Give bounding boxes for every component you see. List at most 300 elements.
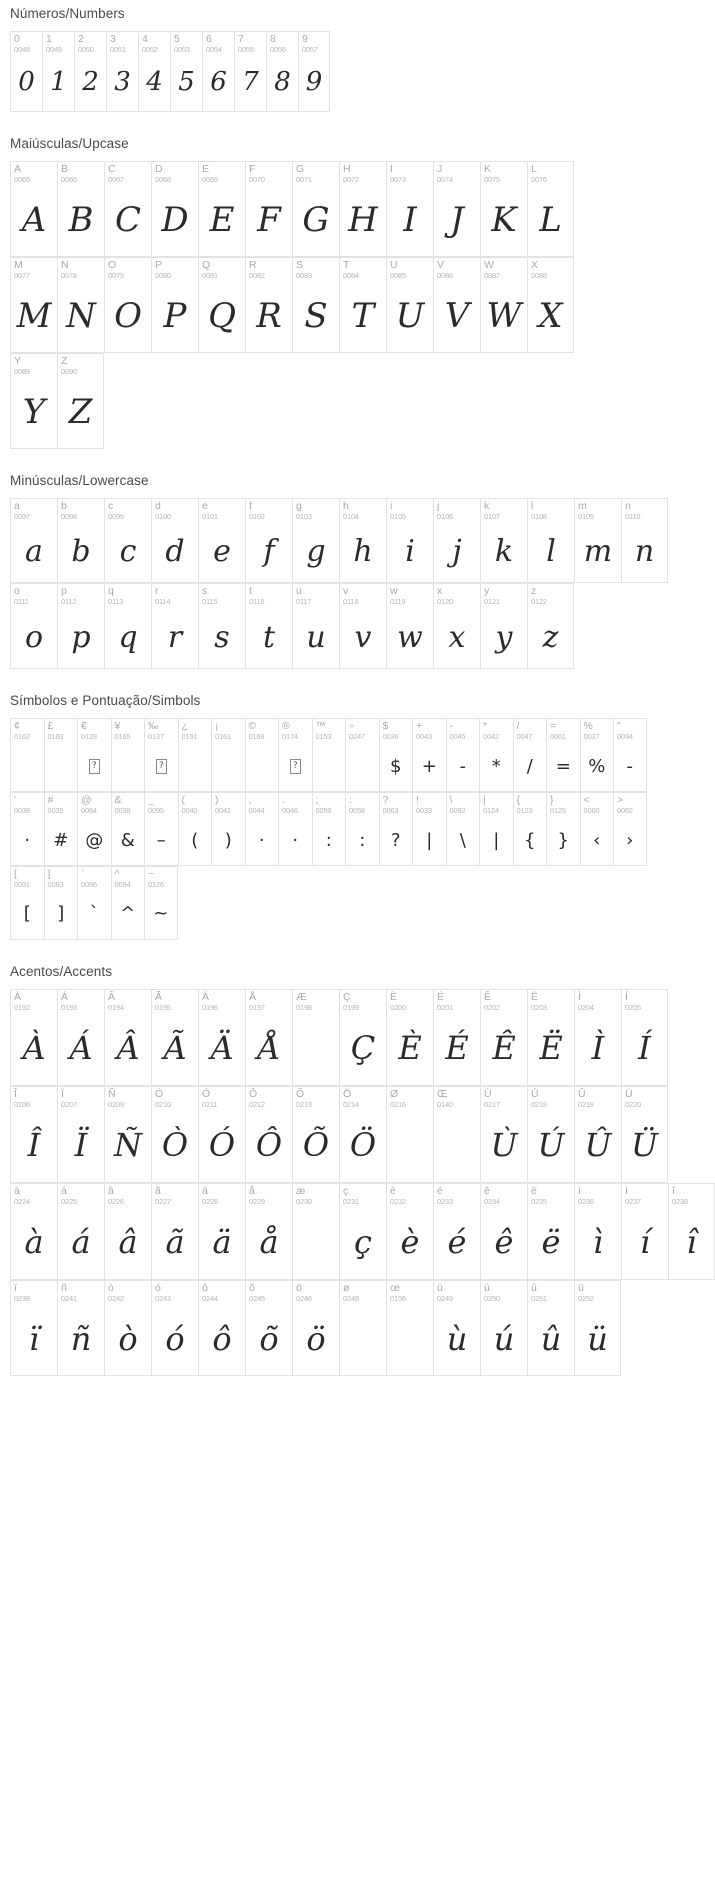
glyph-cell[interactable] <box>479 792 513 866</box>
glyph-cell[interactable] <box>104 1086 151 1183</box>
glyph-cell[interactable] <box>10 31 42 112</box>
glyph-code-label: 0196 <box>202 1002 218 1012</box>
glyph-cell[interactable] <box>57 1183 104 1280</box>
glyph-cell[interactable] <box>339 1183 386 1280</box>
glyph-char-label: = <box>550 720 557 733</box>
glyph-meta <box>413 793 446 815</box>
glyph-cell[interactable] <box>574 1183 621 1280</box>
glyph-cell[interactable] <box>144 792 178 866</box>
glyph-cell[interactable] <box>245 1086 292 1183</box>
glyph-cell[interactable] <box>339 1280 386 1377</box>
glyph-char-label: Æ <box>296 990 307 1003</box>
glyph-code-label: 0248 <box>343 1293 359 1303</box>
glyph-code-label: 0219 <box>578 1099 594 1109</box>
glyph-cell[interactable] <box>198 498 245 584</box>
glyph-cell[interactable] <box>10 718 44 792</box>
glyph-cell[interactable] <box>574 989 621 1086</box>
glyph-cell[interactable] <box>345 792 379 866</box>
glyph-meta <box>152 499 198 521</box>
glyph-row <box>10 792 647 866</box>
glyph-preview: ‹ <box>593 829 601 851</box>
glyph-cell[interactable] <box>198 1183 245 1280</box>
glyph-cell[interactable] <box>527 1183 574 1280</box>
glyph-cell[interactable] <box>202 31 234 112</box>
glyph-cell[interactable] <box>433 583 480 669</box>
glyph-cell[interactable] <box>339 257 386 353</box>
glyph-cell[interactable] <box>245 583 292 669</box>
glyph-cell[interactable] <box>104 989 151 1086</box>
glyph-code-label: 0194 <box>108 1002 124 1012</box>
glyph-cell[interactable] <box>412 718 446 792</box>
glyph-cell[interactable] <box>312 792 346 866</box>
glyph-cell[interactable] <box>312 718 346 792</box>
glyph-preview: Z <box>68 391 93 432</box>
glyph-char-label: Û <box>578 1087 586 1100</box>
glyph-cell[interactable] <box>111 792 145 866</box>
glyph-code-label: 0093 <box>47 880 64 889</box>
glyph-preview: k <box>494 533 514 569</box>
glyph-preview: 5 <box>178 67 195 98</box>
glyph-cell[interactable] <box>10 583 57 669</box>
glyph-cell[interactable] <box>278 792 312 866</box>
glyph-cell[interactable] <box>527 498 574 584</box>
glyph-char-label: ¡ <box>215 720 219 733</box>
glyph-cell[interactable] <box>10 353 57 449</box>
section-title: Números/Numbers <box>10 6 125 21</box>
glyph-code-label: 0165 <box>114 732 131 742</box>
glyph-cell[interactable] <box>104 257 151 353</box>
glyph-char-label: r <box>155 585 159 598</box>
glyph-cell[interactable] <box>104 1183 151 1280</box>
glyph-meta <box>11 867 44 889</box>
glyph-cell[interactable] <box>178 718 212 792</box>
glyph-cell[interactable] <box>339 583 386 669</box>
glyph-code-label: 0067 <box>108 174 124 184</box>
glyph-cell[interactable] <box>386 583 433 669</box>
glyph-cell[interactable] <box>245 1280 292 1377</box>
glyph-cell[interactable] <box>10 792 44 866</box>
glyph-cell[interactable] <box>74 31 106 112</box>
glyph-cell[interactable] <box>57 989 104 1086</box>
glyph-code-label: 0098 <box>61 511 77 521</box>
glyph-char-label: N <box>61 258 69 271</box>
glyph-cell[interactable] <box>433 498 480 584</box>
glyph-meta <box>179 719 212 741</box>
glyph-code-label: 0229 <box>249 1196 265 1206</box>
glyph-meta <box>199 990 245 1012</box>
glyph-preview <box>145 741 178 791</box>
glyph-cell[interactable] <box>513 792 547 866</box>
glyph-cell[interactable] <box>44 866 78 940</box>
glyph-code-label: 0211 <box>202 1099 218 1109</box>
glyph-cell[interactable] <box>574 1280 621 1377</box>
glyph-meta <box>105 258 151 280</box>
glyph-meta <box>199 258 245 280</box>
glyph-cell[interactable] <box>433 1183 480 1280</box>
glyph-section <box>0 0 661 112</box>
glyph-char-label: á <box>61 1184 67 1197</box>
glyph-cell[interactable] <box>546 718 580 792</box>
glyph-cell[interactable] <box>613 792 647 866</box>
glyph-char-label: O <box>108 258 117 271</box>
glyph-cell[interactable] <box>386 1086 433 1183</box>
glyph-cell[interactable] <box>574 1086 621 1183</box>
glyph-cell[interactable] <box>292 1280 339 1377</box>
glyph-preview: – <box>156 829 166 851</box>
glyph-code-label: 0041 <box>215 806 231 816</box>
glyph-cell[interactable] <box>480 989 527 1086</box>
glyph-meta <box>547 793 580 815</box>
glyph-code-label: 0201 <box>437 1002 453 1012</box>
glyph-cell[interactable] <box>57 353 104 449</box>
glyph-preview: | <box>493 829 500 851</box>
glyph-cell[interactable] <box>245 792 279 866</box>
glyph-cell[interactable] <box>10 1086 57 1183</box>
glyph-preview: ö <box>306 1319 326 1358</box>
glyph-preview: @ <box>85 829 104 851</box>
glyph-char-label: D <box>155 162 163 175</box>
glyph-cell[interactable] <box>234 31 266 112</box>
glyph-preview: - <box>459 755 466 777</box>
glyph-cell[interactable] <box>480 498 527 584</box>
glyph-cell[interactable] <box>151 257 198 353</box>
glyph-char-label: } <box>550 794 554 807</box>
glyph-char-label: / <box>516 720 520 733</box>
glyph-cell[interactable] <box>613 718 647 792</box>
glyph-cell[interactable] <box>10 989 57 1086</box>
glyph-cell[interactable] <box>480 1280 527 1377</box>
glyph-cell[interactable] <box>386 498 433 584</box>
glyph-code-label: 0094 <box>114 880 131 889</box>
glyph-char-label: Ç <box>343 990 351 1003</box>
glyph-cell[interactable] <box>527 1280 574 1377</box>
glyph-cell[interactable] <box>668 1183 715 1280</box>
glyph-cell[interactable] <box>292 1183 339 1280</box>
glyph-meta <box>340 1281 386 1303</box>
glyph-cell[interactable] <box>433 1086 480 1183</box>
glyph-preview: 9 <box>305 67 323 98</box>
glyph-cell[interactable] <box>386 989 433 1086</box>
glyph-code-label: 0035 <box>47 806 64 816</box>
glyph-preview: 6 <box>210 67 227 98</box>
glyph-cell[interactable] <box>104 583 151 669</box>
glyph-cell[interactable] <box>412 792 446 866</box>
glyph-char-label: ï <box>14 1281 17 1294</box>
glyph-char-label: Ø <box>390 1087 399 1100</box>
glyph-cell[interactable] <box>527 161 574 257</box>
glyph-cell[interactable] <box>10 1280 57 1377</box>
glyph-code-label: 0191 <box>181 732 198 742</box>
glyph-cell[interactable] <box>379 792 413 866</box>
glyph-cell[interactable] <box>144 718 178 792</box>
glyph-cell[interactable] <box>151 583 198 669</box>
glyph-char-label: ¿ <box>181 720 188 733</box>
glyph-cell[interactable] <box>198 257 245 353</box>
glyph-cell[interactable] <box>111 866 145 940</box>
glyph-code-label: 0039 <box>14 806 30 816</box>
glyph-row <box>10 718 647 792</box>
glyph-cell[interactable] <box>198 1086 245 1183</box>
glyph-meta <box>387 162 433 184</box>
glyph-cell[interactable] <box>198 1280 245 1377</box>
glyph-preview <box>293 1206 339 1279</box>
glyph-cell[interactable] <box>433 1280 480 1377</box>
glyph-cell[interactable] <box>198 583 245 669</box>
glyph-meta <box>107 32 138 54</box>
glyph-cell[interactable] <box>621 1086 668 1183</box>
glyph-cell[interactable] <box>339 989 386 1086</box>
glyph-cell[interactable] <box>480 1183 527 1280</box>
glyph-preview: R <box>256 295 282 336</box>
glyph-cell[interactable] <box>57 498 104 584</box>
glyph-preview: 8 <box>274 67 291 98</box>
section-title: Acentos/Accents <box>10 963 113 979</box>
glyph-cell[interactable] <box>245 718 279 792</box>
glyph-cell[interactable] <box>479 718 513 792</box>
glyph-preview: K <box>491 199 517 240</box>
glyph-preview: U <box>395 295 425 336</box>
glyph-meta <box>11 32 42 54</box>
glyph-cell[interactable] <box>144 866 178 940</box>
glyph-cell[interactable] <box>292 989 339 1086</box>
glyph-meta <box>246 499 292 521</box>
glyph-cell[interactable] <box>546 792 580 866</box>
glyph-cell[interactable] <box>57 161 104 257</box>
glyph-char-label: è <box>390 1184 396 1197</box>
glyph-preview: N <box>66 295 96 336</box>
glyph-preview: f <box>263 533 275 569</box>
glyph-code-label: 0060 <box>583 806 600 816</box>
glyph-cell[interactable] <box>198 161 245 257</box>
glyph-cell[interactable] <box>104 1280 151 1377</box>
glyph-code-label: 0235 <box>531 1196 547 1206</box>
glyph-cell[interactable] <box>433 989 480 1086</box>
glyph-cell[interactable] <box>386 1183 433 1280</box>
glyph-cell[interactable] <box>111 718 145 792</box>
glyph-cell[interactable] <box>77 792 111 866</box>
glyph-cell[interactable] <box>44 792 78 866</box>
glyph-code-label: 0054 <box>206 45 222 54</box>
glyph-code-label: 0069 <box>202 174 218 184</box>
glyph-code-label: 0107 <box>484 511 500 521</box>
glyph-cell[interactable] <box>10 257 57 353</box>
glyph-cell[interactable] <box>77 866 111 940</box>
glyph-cell[interactable] <box>527 989 574 1086</box>
glyph-cell[interactable] <box>480 583 527 669</box>
glyph-char-label: - <box>449 720 453 733</box>
glyph-code-label: 0096 <box>81 880 97 889</box>
glyph-meta <box>340 1184 386 1206</box>
glyph-cell[interactable] <box>198 989 245 1086</box>
glyph-cell[interactable] <box>10 498 57 584</box>
glyph-cell[interactable] <box>339 498 386 584</box>
glyph-meta <box>313 793 346 815</box>
glyph-char-label: u <box>296 585 302 598</box>
glyph-preview: T <box>351 295 375 336</box>
glyph-cell[interactable] <box>527 1086 574 1183</box>
glyph-cell[interactable] <box>386 161 433 257</box>
glyph-char-label: { <box>516 794 521 807</box>
glyph-char-label: Å <box>249 990 257 1003</box>
glyph-cell[interactable] <box>106 31 138 112</box>
glyph-meta <box>105 1184 151 1206</box>
glyph-preview <box>112 741 145 791</box>
glyph-meta <box>11 258 57 280</box>
glyph-cell[interactable] <box>151 989 198 1086</box>
glyph-cell[interactable] <box>151 1086 198 1183</box>
glyph-cell[interactable] <box>292 498 339 584</box>
glyph-char-label: î <box>672 1184 675 1197</box>
glyph-char-label: g <box>296 499 302 512</box>
glyph-cell[interactable] <box>621 1183 668 1280</box>
glyph-cell[interactable] <box>42 31 74 112</box>
glyph-meta <box>145 719 178 741</box>
glyph-meta <box>152 1087 198 1109</box>
glyph-char-label: ä <box>202 1184 208 1197</box>
glyph-cell[interactable] <box>446 718 480 792</box>
glyph-preview: o <box>24 619 44 655</box>
glyph-cell[interactable] <box>151 1183 198 1280</box>
glyph-char-label: . <box>282 794 285 807</box>
glyph-char-label: " <box>617 720 621 733</box>
glyph-cell[interactable] <box>151 161 198 257</box>
glyph-char-label: A <box>14 162 22 175</box>
glyph-cell[interactable] <box>433 161 480 257</box>
glyph-meta <box>152 162 198 184</box>
glyph-preview: A <box>21 199 47 240</box>
glyph-cell[interactable] <box>104 498 151 584</box>
glyph-cell[interactable] <box>386 1280 433 1377</box>
glyph-preview: C <box>114 199 141 240</box>
glyph-preview: O <box>114 295 142 336</box>
glyph-meta <box>434 258 480 280</box>
glyph-cell[interactable] <box>480 1086 527 1183</box>
glyph-cell[interactable] <box>245 498 292 584</box>
glyph-cell[interactable] <box>513 718 547 792</box>
glyph-cell[interactable] <box>574 498 621 584</box>
glyph-cell[interactable] <box>621 989 668 1086</box>
glyph-cell[interactable] <box>151 498 198 584</box>
glyph-cell[interactable] <box>292 161 339 257</box>
glyph-cell[interactable] <box>211 718 245 792</box>
glyph-cell[interactable] <box>245 989 292 1086</box>
glyph-cell[interactable] <box>292 583 339 669</box>
glyph-meta <box>11 499 57 521</box>
glyph-cell[interactable] <box>104 161 151 257</box>
glyph-meta <box>293 1281 339 1303</box>
glyph-code-label: 0202 <box>484 1002 500 1012</box>
glyph-cell[interactable] <box>298 31 330 112</box>
glyph-cell[interactable] <box>178 792 212 866</box>
glyph-cell[interactable] <box>386 257 433 353</box>
glyph-cell[interactable] <box>480 257 527 353</box>
glyph-preview: b <box>71 533 91 569</box>
glyph-cell[interactable] <box>245 161 292 257</box>
glyph-cell[interactable] <box>138 31 170 112</box>
glyph-code-label: 0088 <box>531 270 547 280</box>
glyph-cell[interactable] <box>292 1086 339 1183</box>
glyph-preview: Ô <box>255 1126 283 1165</box>
glyph-cell[interactable] <box>433 257 480 353</box>
glyph-cell[interactable] <box>580 718 614 792</box>
glyph-cell[interactable] <box>446 792 480 866</box>
glyph-code-label: 0247 <box>349 732 365 742</box>
glyph-char-label: d <box>155 499 161 512</box>
glyph-cell[interactable] <box>57 1280 104 1377</box>
glyph-cell[interactable] <box>245 1183 292 1280</box>
glyph-char-label: v <box>343 585 349 598</box>
glyph-meta <box>447 719 480 741</box>
glyph-code-label: 0052 <box>142 45 158 54</box>
glyph-code-label: 0075 <box>484 174 500 184</box>
glyph-preview: Ö <box>349 1126 377 1165</box>
glyph-preview: 3 <box>114 67 131 98</box>
glyph-code-label: 0108 <box>531 511 547 521</box>
glyph-cell[interactable] <box>621 498 668 584</box>
glyph-meta <box>112 867 145 889</box>
glyph-preview: I <box>403 199 417 240</box>
glyph-preview: ë <box>541 1223 561 1261</box>
glyph-cell[interactable] <box>580 792 614 866</box>
glyph-cell[interactable] <box>379 718 413 792</box>
glyph-cell[interactable] <box>57 1086 104 1183</box>
glyph-meta <box>145 793 178 815</box>
glyph-code-label: 0104 <box>343 511 359 521</box>
glyph-cell[interactable] <box>10 866 44 940</box>
glyph-char-label: ñ <box>61 1281 67 1294</box>
glyph-cell[interactable] <box>480 161 527 257</box>
glyph-preview: E <box>209 199 235 240</box>
glyph-cell[interactable] <box>10 161 57 257</box>
glyph-preview: Ó <box>208 1126 236 1165</box>
glyph-meta <box>447 793 480 815</box>
glyph-meta <box>45 719 78 741</box>
glyph-meta <box>279 793 312 815</box>
glyph-cell[interactable] <box>245 257 292 353</box>
glyph-preview: ï <box>28 1319 40 1358</box>
glyph-meta <box>105 162 151 184</box>
glyph-cell[interactable] <box>57 583 104 669</box>
glyph-cell[interactable] <box>345 718 379 792</box>
glyph-cell[interactable] <box>292 257 339 353</box>
glyph-cell[interactable] <box>44 718 78 792</box>
glyph-meta <box>11 1087 57 1109</box>
glyph-cell[interactable] <box>527 583 574 669</box>
glyph-preview: Ù <box>490 1126 518 1165</box>
glyph-code-label: 0048 <box>14 45 30 54</box>
glyph-cell[interactable] <box>278 718 312 792</box>
glyph-cell[interactable] <box>339 1086 386 1183</box>
glyph-cell[interactable] <box>527 257 574 353</box>
glyph-cell[interactable] <box>57 257 104 353</box>
glyph-code-label: 0252 <box>578 1293 594 1303</box>
glyph-char-label: Z <box>61 354 68 367</box>
glyph-char-label: ¥ <box>114 720 121 733</box>
glyph-char-label: 1 <box>46 33 52 45</box>
glyph-cell[interactable] <box>151 1280 198 1377</box>
glyph-preview: a <box>25 533 43 569</box>
glyph-char-label: û <box>531 1281 537 1294</box>
glyph-cell[interactable] <box>170 31 202 112</box>
glyph-cell[interactable] <box>10 1183 57 1280</box>
glyph-code-label: 0230 <box>296 1196 312 1206</box>
glyph-cell[interactable] <box>77 718 111 792</box>
glyph-cell[interactable] <box>339 161 386 257</box>
glyph-cell[interactable] <box>266 31 298 112</box>
glyph-cell[interactable] <box>211 792 245 866</box>
glyph-char-label: m <box>578 499 587 512</box>
glyph-char-label: K <box>484 162 492 175</box>
